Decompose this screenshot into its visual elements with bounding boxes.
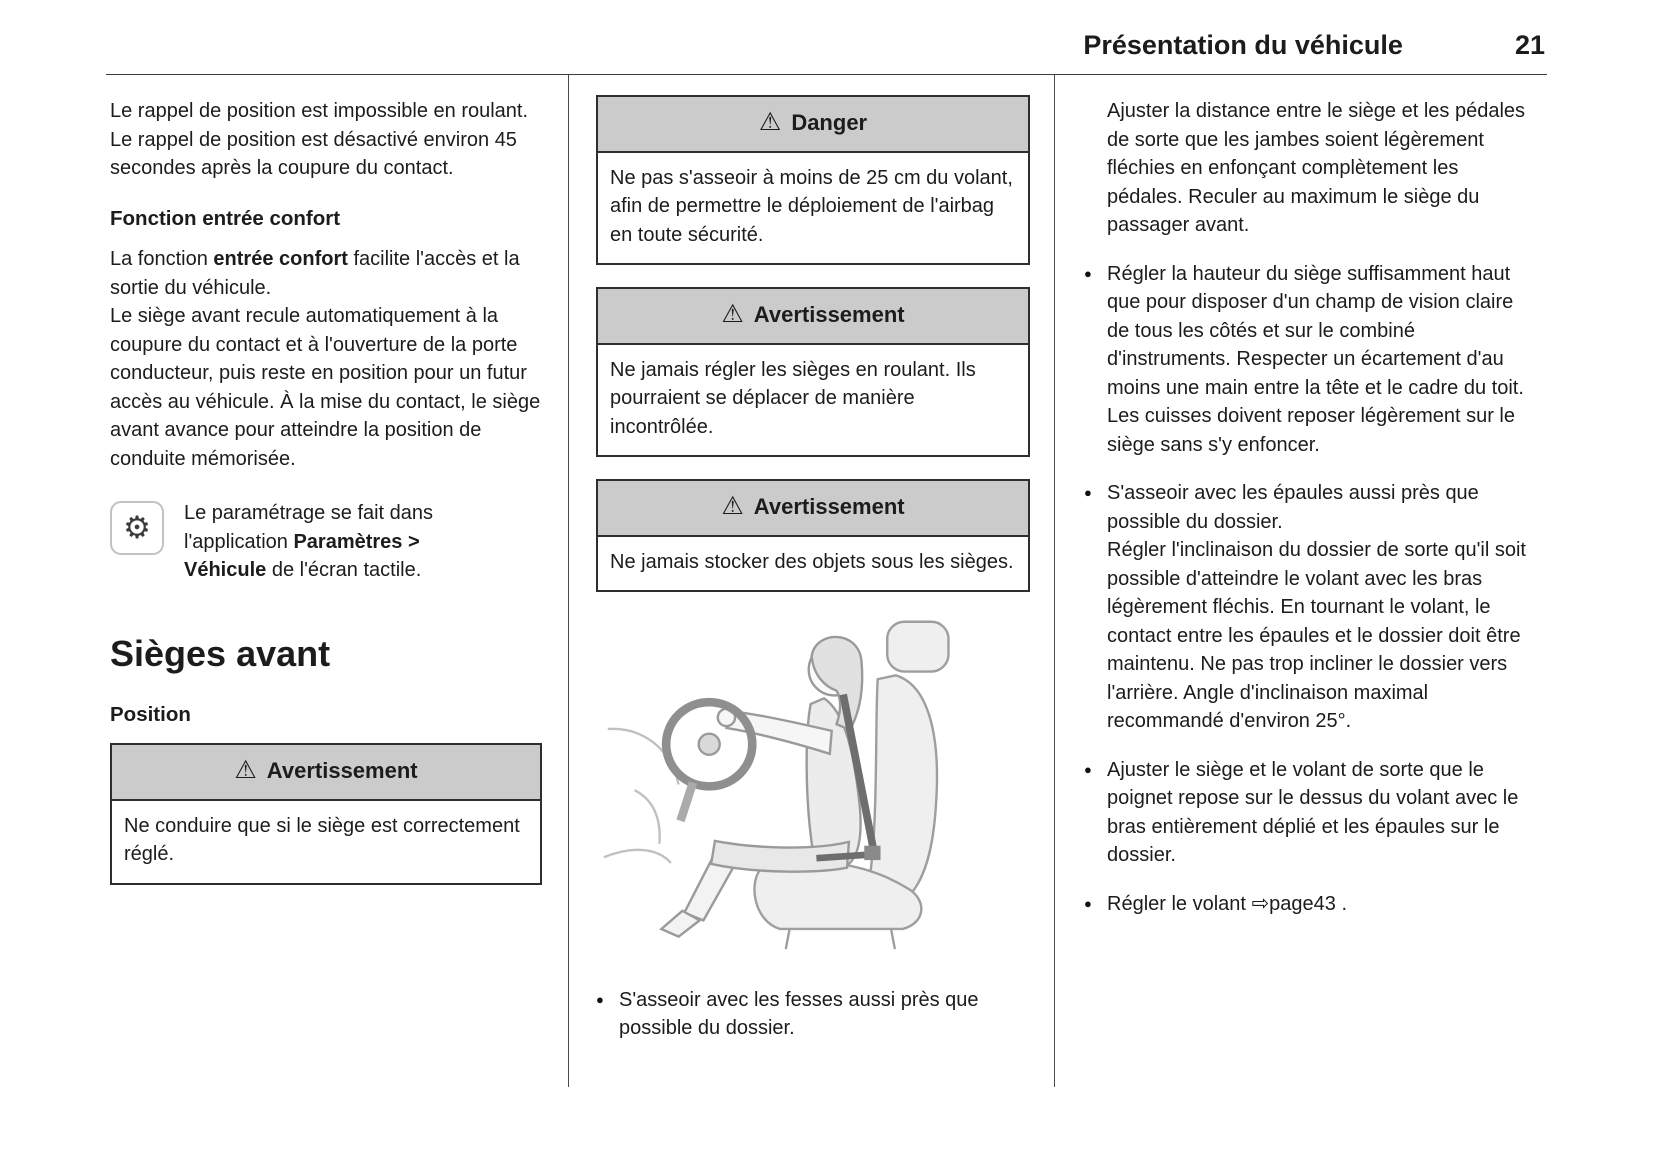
list-item-steering-wheel [1084, 890, 1537, 919]
bullet-icon: ● [1084, 485, 1092, 500]
page-number: 21 [1514, 30, 1545, 60]
list-item-text [1107, 890, 1537, 919]
text-run: facilite l'accès et la sortie du véhicule. [110, 248, 520, 299]
text-run-bold: Paramètres > Véhicule [184, 530, 420, 581]
text-run-bold: entrée confort [213, 248, 348, 270]
text-run: Le siège avant recule automatiquement à la coupure du contact et à l'ouverture de la porte conducteur, puis reste en position pour un futur accès au véhicule. À la mise du contact, le siège avant avance pour atteindre la position de conduite mémorisée. [110, 305, 541, 470]
ref-arrow-icon: ⇨ [1251, 891, 1270, 915]
paragraph-position-recall: Le rappel de position est impossible en roulant. Le rappel de position est désactivé environ 45 secondes après la coupure du contact. [110, 100, 529, 179]
warning-triangle-icon: ⚠ [721, 299, 744, 328]
warning-box-objects-title: Avertissement [753, 494, 905, 519]
warning-box-objects [596, 479, 1030, 592]
warning-box-position-text: Ne conduire que si le siège est correctement réglé. [110, 801, 542, 885]
page-content [106, 75, 1547, 1087]
danger-box-text: Ne pas s'asseoir à moins de 25 cm du volant, afin de permettre le déploiement de l'airbag en toute sécurité. [596, 153, 1030, 266]
gear-glyph: ⚙ [123, 509, 151, 545]
warning-box-position-header [110, 743, 542, 801]
text-run: La fonction [110, 248, 214, 270]
list-item-text [1107, 479, 1537, 736]
column-right [1054, 75, 1543, 1087]
bullet-icon: ● [596, 991, 604, 1007]
danger-box [596, 95, 1030, 265]
text-run: de l'écran tactile. [266, 559, 422, 581]
list-item-backrest [1084, 479, 1537, 736]
column-left [106, 75, 568, 1087]
text-run: Régler le volant [1107, 892, 1252, 915]
bullet-icon: ● [1084, 895, 1092, 911]
page-header [106, 0, 1547, 75]
settings-note [110, 499, 542, 585]
list-item-hips [596, 986, 1030, 1043]
paragraph-comfort-entry [110, 245, 542, 473]
warning-box-position [110, 743, 542, 885]
steering-wheel [666, 702, 752, 821]
list-item-text: Régler la hauteur du siège suffisamment haut que pour disposer d'un champ de vision claire de tous les côtés et sur le combiné d'instruments. Respecter un écartement d'au moins une main entre la tête et le cadre du toit. Les cuisses doivent reposer légèrement sur le siège sans s'y enfoncer. [1107, 262, 1524, 456]
text-run: S'asseoir avec les épaules aussi près que possible du dossier. [1107, 482, 1479, 533]
bullet-icon: ● [1084, 761, 1092, 777]
page-ref-link[interactable] [1252, 893, 1336, 915]
danger-box-title: Danger [791, 110, 868, 135]
warning-triangle-icon: ⚠ [758, 107, 782, 136]
warning-box-adjust-header [596, 287, 1030, 345]
subheading-comfort-entry: Fonction entrée confort [110, 206, 341, 230]
heading-front-seats: Sièges avant [110, 632, 331, 674]
list-item-text: S'asseoir avec les fesses aussi près que possible du dossier. [619, 988, 979, 1039]
bullet-icon: ● [1084, 265, 1092, 281]
ref-target: page43 [1269, 892, 1336, 915]
gear-icon [110, 501, 164, 555]
warning-triangle-icon: ⚠ [721, 491, 744, 520]
warning-box-objects-header [596, 479, 1030, 537]
seating-position-illustration [602, 616, 1004, 951]
warning-triangle-icon: ⚠ [234, 755, 257, 784]
paragraph-pedal-distance: Ajuster la distance entre le siège et les pédales de sorte que les jambes soient légèrement fléchies en enfonçant complètement les pédales. Reculer au maximum le siège du passager avant. [1107, 100, 1526, 236]
list-item-text: Ajuster le siège et le volant de sorte que le poignet repose sur le dessus du volant avec le bras entièrement déplié et les épaules sur le dossier. [1107, 758, 1519, 866]
text-run: . [1335, 892, 1348, 915]
warning-box-adjust-title: Avertissement [753, 302, 905, 327]
seating-position-figure [602, 616, 1004, 960]
subheading-position: Position [110, 702, 191, 726]
text-run: Le paramétrage se fait dans l'application [184, 502, 434, 553]
warning-box-adjust [596, 287, 1030, 457]
warning-box-objects-text: Ne jamais stocker des objets sous les sièges. [596, 537, 1030, 593]
settings-note-text [184, 499, 502, 585]
chapter-title: Présentation du véhicule [1083, 30, 1403, 60]
list-item-wrist [1084, 756, 1537, 870]
text-run: Régler l'inclinaison du dossier de sorte qu'il soit possible d'atteindre le volant avec les bras légèrement fléchis. En tournant le volant, le contact entre les épaules et le dossier doit être maintenu. Ne pas trop incliner le dossier vers l'arrière. Angle d'inclinaison maximal recommandé d'environ 25°. [1107, 539, 1526, 732]
column-middle [568, 75, 1054, 1087]
danger-box-header [596, 95, 1030, 153]
warning-box-adjust-text: Ne jamais régler les sièges en roulant. Ils pourraient se déplacer de manière incontrôlée. [596, 345, 1030, 458]
list-item-seat-height [1084, 260, 1537, 460]
warning-box-position-title: Avertissement [266, 758, 418, 783]
